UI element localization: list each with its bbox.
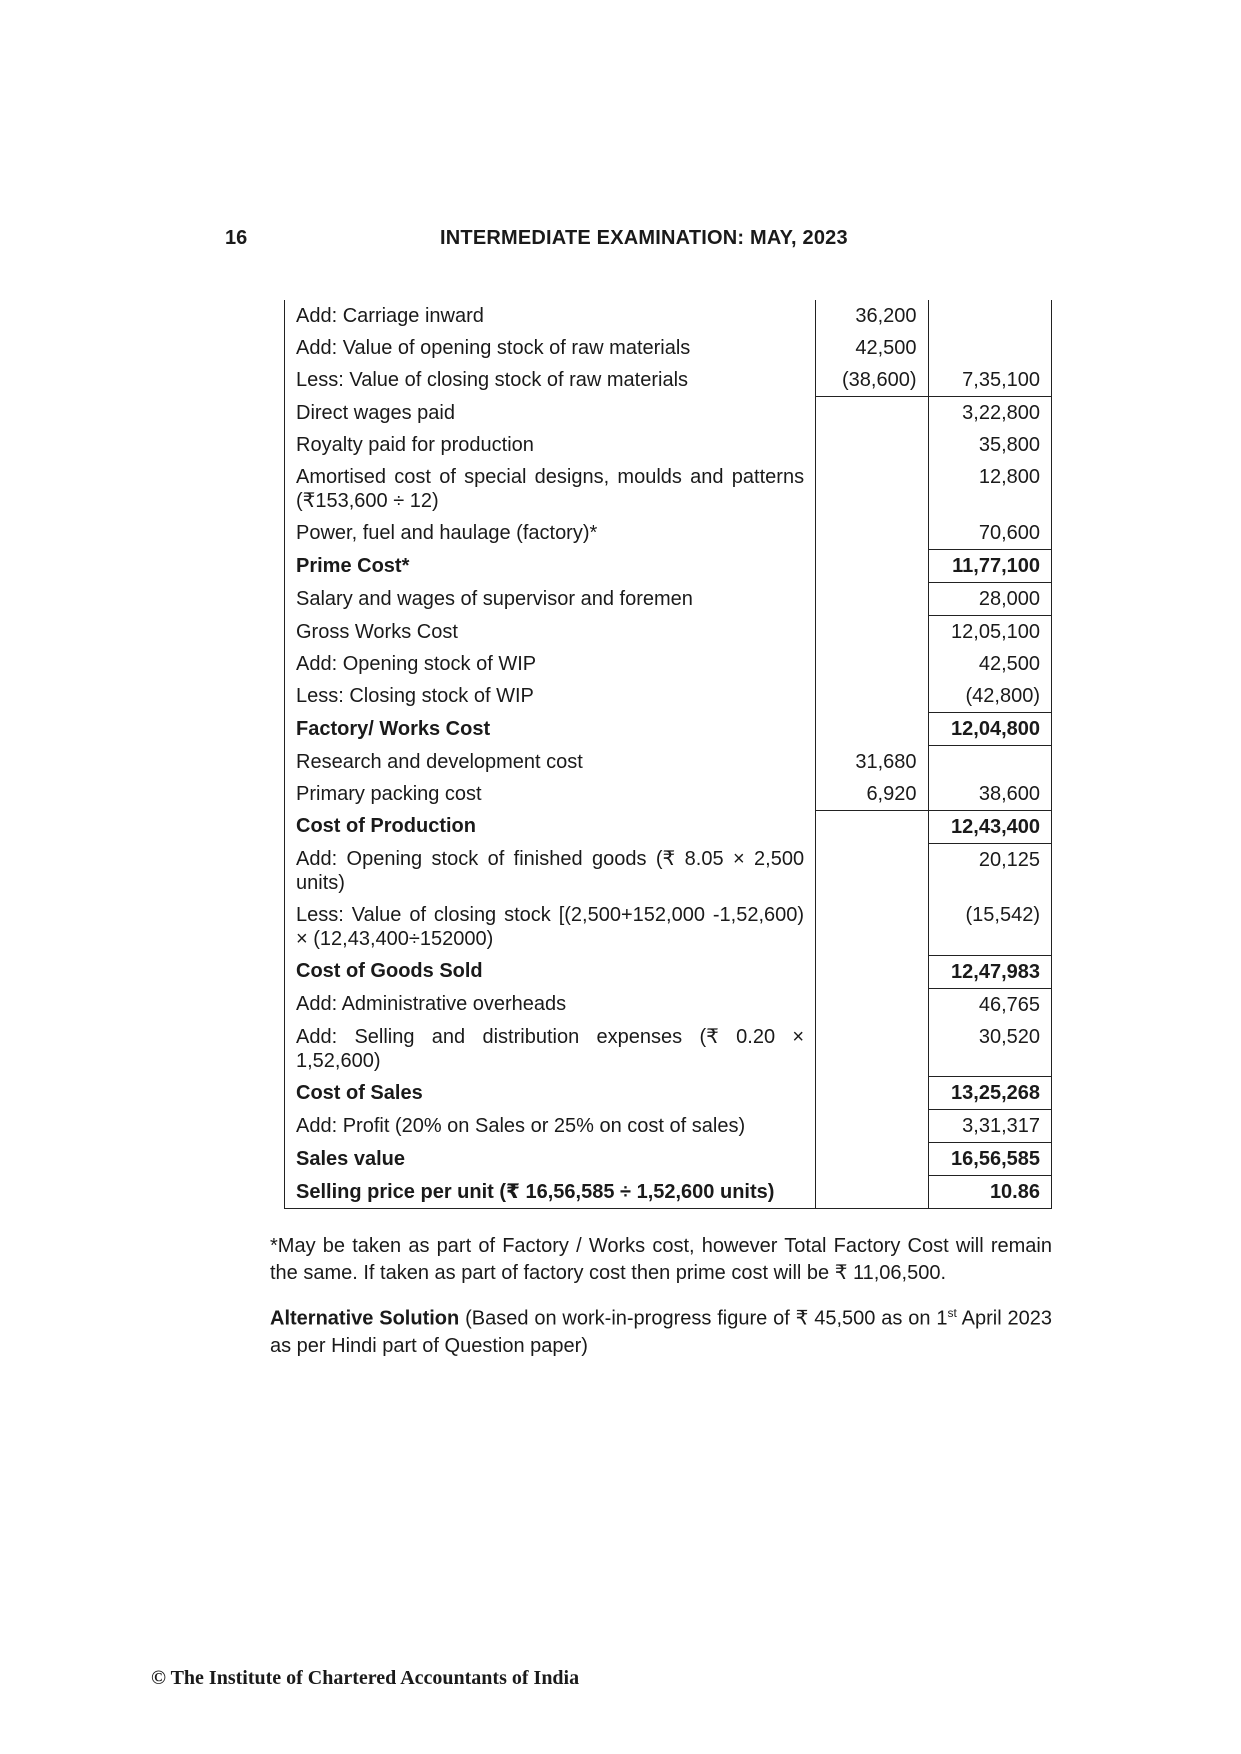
total-cell: 7,35,100 [928, 364, 1052, 397]
total-cell: 16,56,585 [928, 1143, 1052, 1176]
total-cell: 46,765 [928, 988, 1052, 1021]
amount-cell [816, 517, 928, 550]
table-row [285, 648, 1052, 680]
amount-cell: (38,600) [816, 364, 928, 397]
particulars-cell: Primary packing cost [285, 778, 816, 811]
table-row [285, 713, 1052, 746]
alternative-solution-text-1: (Based on work-in-progress figure of ₹ 45,500 as on 1 [459, 1307, 948, 1330]
total-cell: 28,000 [928, 583, 1052, 616]
table-row [285, 332, 1052, 364]
amount-cell [816, 988, 928, 1021]
table-row [285, 461, 1052, 517]
table-row [285, 429, 1052, 461]
page-number: 16 [225, 227, 248, 249]
table-row [285, 955, 1052, 988]
total-cell: 20,125 [928, 843, 1052, 899]
particulars-cell: Selling price per unit (₹ 16,56,585 ÷ 1,52,600 units) [285, 1176, 816, 1209]
amount-cell [816, 583, 928, 616]
particulars-cell: Amortised cost of special designs, moulds and patterns (₹153,600 ÷ 12) [285, 461, 816, 517]
total-cell: 12,47,983 [928, 955, 1052, 988]
particulars-cell: Add: Carriage inward [285, 300, 816, 332]
particulars-cell: Factory/ Works Cost [285, 713, 816, 746]
cost-sheet-body [285, 300, 1052, 1209]
particulars-cell: Cost of Goods Sold [285, 955, 816, 988]
total-cell: 11,77,100 [928, 550, 1052, 583]
table-row [285, 550, 1052, 583]
particulars-cell: Royalty paid for production [285, 429, 816, 461]
table-row [285, 746, 1052, 778]
page-header: INTERMEDIATE EXAMINATION: MAY, 2023 [440, 227, 848, 249]
total-cell: (15,542) [928, 899, 1052, 955]
total-cell: 12,04,800 [928, 713, 1052, 746]
table-row [285, 1110, 1052, 1143]
total-cell: 12,43,400 [928, 810, 1052, 843]
amount-cell [816, 1176, 928, 1209]
total-cell: 70,600 [928, 517, 1052, 550]
total-cell: 12,05,100 [928, 616, 1052, 649]
total-cell [928, 300, 1052, 332]
total-cell [928, 746, 1052, 778]
amount-cell [816, 1077, 928, 1110]
amount-cell [816, 955, 928, 988]
particulars-cell: Cost of Sales [285, 1077, 816, 1110]
table-row [285, 988, 1052, 1021]
particulars-cell: Gross Works Cost [285, 616, 816, 649]
table-row [285, 1176, 1052, 1209]
amount-cell [816, 899, 928, 955]
amount-cell [816, 1021, 928, 1077]
particulars-cell: Less: Value of closing stock [(2,500+152,000 -1,52,600) × (12,43,400÷152000) [285, 899, 816, 955]
table-row [285, 300, 1052, 332]
alternative-solution-label: Alternative Solution [270, 1307, 460, 1330]
amount-cell [816, 616, 928, 649]
total-cell: 10.86 [928, 1176, 1052, 1209]
particulars-cell: Add: Opening stock of finished goods (₹ 8.05 × 2,500 units) [285, 843, 816, 899]
table-row [285, 364, 1052, 397]
table-row [285, 397, 1052, 430]
amount-cell [816, 397, 928, 430]
alternative-solution-text-2: April 2023 as per Hindi part of Question paper) [270, 1307, 1052, 1357]
particulars-cell: Salary and wages of supervisor and foremen [285, 583, 816, 616]
cost-sheet-table [284, 300, 1052, 1209]
total-cell: 12,800 [928, 461, 1052, 517]
amount-cell: 36,200 [816, 300, 928, 332]
total-cell: 3,31,317 [928, 1110, 1052, 1143]
total-cell: (42,800) [928, 680, 1052, 713]
total-cell: 13,25,268 [928, 1077, 1052, 1110]
amount-cell [816, 461, 928, 517]
amount-cell: 42,500 [816, 332, 928, 364]
table-row [285, 899, 1052, 955]
table-row [285, 810, 1052, 843]
table-row [285, 680, 1052, 713]
alternative-solution-sup: st [947, 1306, 957, 1320]
particulars-cell: Prime Cost* [285, 550, 816, 583]
particulars-cell: Add: Profit (20% on Sales or 25% on cost of sales) [285, 1110, 816, 1143]
particulars-cell: Add: Opening stock of WIP [285, 648, 816, 680]
table-row [285, 616, 1052, 649]
alternative-solution-note [270, 1300, 1052, 1360]
particulars-cell: Add: Administrative overheads [285, 988, 816, 1021]
particulars-cell: Research and development cost [285, 746, 816, 778]
table-row [285, 583, 1052, 616]
total-cell: 30,520 [928, 1021, 1052, 1077]
table-row [285, 778, 1052, 811]
table-row [285, 1077, 1052, 1110]
amount-cell [816, 429, 928, 461]
amount-cell [816, 648, 928, 680]
amount-cell [816, 810, 928, 843]
amount-cell [816, 550, 928, 583]
particulars-cell: Less: Value of closing stock of raw materials [285, 364, 816, 397]
footnote: *May be taken as part of Factory / Works cost, however Total Factory Cost will remain the same. If taken as part of factory cost then prime cost will be ₹ 11,06,500. [270, 1235, 1052, 1284]
particulars-cell: Sales value [285, 1143, 816, 1176]
total-cell: 3,22,800 [928, 397, 1052, 430]
amount-cell [816, 680, 928, 713]
amount-cell [816, 713, 928, 746]
particulars-cell: Add: Value of opening stock of raw materials [285, 332, 816, 364]
amount-cell [816, 843, 928, 899]
amount-cell [816, 1143, 928, 1176]
total-cell: 38,600 [928, 778, 1052, 811]
particulars-cell: Cost of Production [285, 810, 816, 843]
total-cell [928, 332, 1052, 364]
particulars-cell: Less: Closing stock of WIP [285, 680, 816, 713]
amount-cell: 31,680 [816, 746, 928, 778]
amount-cell: 6,920 [816, 778, 928, 811]
copyright-footer: © The Institute of Chartered Accountants of India [151, 1667, 580, 1689]
particulars-cell: Add: Selling and distribution expenses (₹ 0.20 × 1,52,600) [285, 1021, 816, 1077]
particulars-cell: Direct wages paid [285, 397, 816, 430]
table-row [285, 517, 1052, 550]
total-cell: 42,500 [928, 648, 1052, 680]
table-row [285, 1143, 1052, 1176]
amount-cell [816, 1110, 928, 1143]
total-cell: 35,800 [928, 429, 1052, 461]
table-row [285, 1021, 1052, 1077]
table-row [285, 843, 1052, 899]
particulars-cell: Power, fuel and haulage (factory)* [285, 517, 816, 550]
